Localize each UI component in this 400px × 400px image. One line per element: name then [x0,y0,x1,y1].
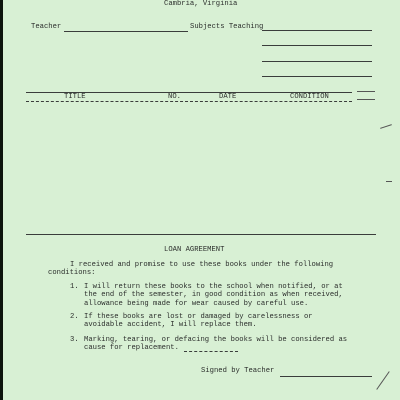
table-header-underline [26,101,352,102]
subjects-line-1[interactable] [262,30,372,31]
scan-edge [0,0,3,400]
signed-by-teacher-label: Signed by Teacher [201,367,275,375]
loan-agreement-title: LOAN AGREEMENT [164,246,225,254]
table-top-rule-tick [357,91,375,92]
condition-1-text: I will return these books to the school when notified, or at the end of the semester, in good condition as when received, allowance being made for wear caused by careful use. [84,283,343,308]
subjects-line-3[interactable] [262,61,372,62]
condition-2-number: 2. [70,313,79,321]
corner-mark [376,371,389,390]
column-header-title: TITLE [64,93,86,101]
margin-mark-2 [386,181,392,182]
subjects-line-4[interactable] [262,76,372,77]
condition-1-number: 1. [70,283,79,291]
subjects-line-2[interactable] [262,45,372,46]
condition-3-text: Marking, tearing, or defacing the books will be considered as cause for replacement. [84,336,348,353]
signature-line[interactable] [280,376,372,377]
condition-3-number: 3. [70,336,79,344]
margin-mark-1 [380,124,392,129]
subjects-teaching-label: Subjects Teaching [190,23,264,31]
condition-2-text: If these books are lost or damaged by carelessness or avoidable accident, I will replace them. [84,313,313,330]
teacher-label: Teacher [31,23,62,31]
teacher-line[interactable] [64,31,188,32]
agreement-intro: I received and promise to use these books under the following conditions: [48,261,334,278]
column-header-no: NO. [168,93,181,101]
condition-3-trailing-line [184,351,238,352]
location-heading: Cambria, Virginia [164,0,238,8]
table-bottom-rule [26,234,376,235]
column-header-date: DATE [219,93,237,101]
table-header-underline-tick [357,99,375,100]
column-header-condition: CONDITION [290,93,329,101]
